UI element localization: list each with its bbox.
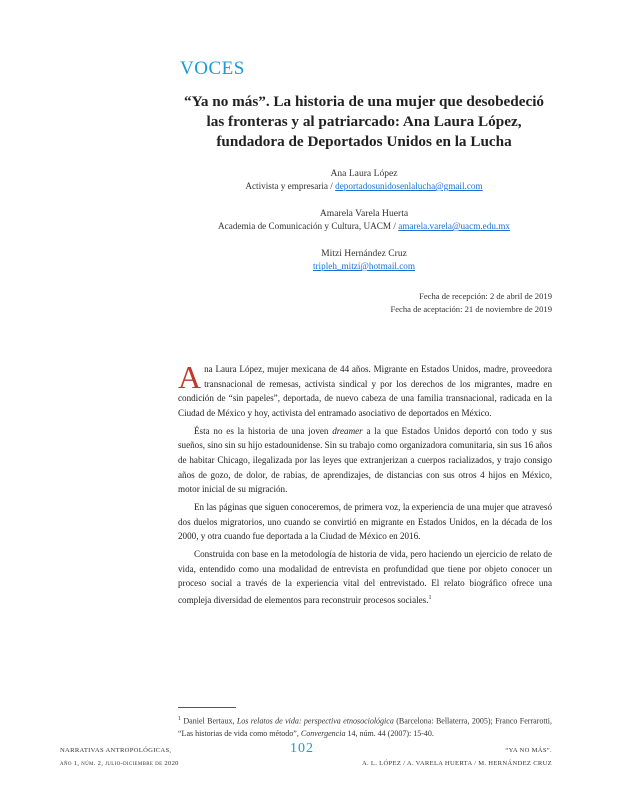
footnote-ref[interactable]: 1: [428, 595, 432, 602]
paragraph-text: Ésta no es la historia de una joven: [194, 425, 333, 436]
paragraph-2: [178, 424, 552, 497]
drop-cap: A: [178, 359, 202, 395]
footer-journal: [60, 744, 179, 770]
accepted-date: Fecha de aceptación: 21 de noviembre de 2019: [390, 304, 552, 314]
journal-issue: año 1, núm. 2, julio-diciembre de 2020: [60, 760, 179, 767]
paragraph-text: a la que Estados Unidos deportó con todo y sus sueños, sino sin su hijo estadounidense. Sin su trabajo como organizadora comunitaria, sin sus 16 años de habitar Chicago, ilegalizada por las leyes que extranjerizan a cuerpos racializados, y trajo consigo años de gozo, de dolor, de rabias, de aprendizajes, de distancias con sus otros 4 hijos en México, motor inicial de su migración.: [178, 425, 552, 495]
received-date: Fecha de recepción: 2 de abril de 2019: [419, 291, 552, 301]
author-email-link[interactable]: tripleh_mitzi@hotmail.com: [312, 261, 416, 271]
author-block-2: [178, 208, 550, 232]
author-email-link[interactable]: amarela.varela@uacm.edu.mx: [398, 221, 510, 231]
footnote-emphasis: Convergencia: [300, 729, 346, 739]
footnote-divider: [178, 707, 236, 708]
paragraph-3: [178, 500, 552, 544]
paragraph-4: [178, 547, 552, 607]
paragraph-text: En las páginas que siguen conoceremos, de primera voz, la experiencia de una mujer que atravesó dos duelos migratorios, uno cuando se convirtió en migrante en Estados Unidos, en la década de los 2000, y otra cuando fue deportada a la Ciudad de México en 2016.: [178, 502, 552, 542]
journal-name: NARRATIVAS ANTROPOLÓGICAS,: [60, 747, 172, 754]
footnote-emphasis: Los relatos de vida: perspectiva etnosociológica: [236, 716, 394, 726]
author-email-link[interactable]: deportadosunidosenlalucha@gmail.com: [335, 181, 483, 191]
emphasis: dreamer: [332, 425, 363, 436]
running-authors: A. L. LÓPEZ / A. VARELA HUERTA / M. HERNÁNDEZ CRUZ: [361, 760, 552, 767]
footnote-number: 1: [178, 716, 181, 722]
footer-running-head: [362, 744, 552, 770]
author-affiliation: Activista y empresaria /: [245, 181, 336, 191]
footnote-text: Daniel Bertaux,: [181, 716, 237, 726]
author-block-1: [178, 168, 550, 192]
author-block-3: [178, 248, 550, 272]
paragraph-1: [178, 359, 552, 420]
article-title: “Ya no más”. La historia de una mujer que desobedeció las fronteras y al patriarcado: Ana Laura López, fundadora de Deportados Unidos en la Lucha: [183, 93, 545, 150]
paragraph-text: Construida con base en la metodología de historia de vida, pero haciendo un ejercicio de relato de vida, entendido como una modalidad de entrevista en profundidad que tiene por objeto conocer un proceso social a través de la experiencia vital del entrevistado. El relato biográfico ofrece una compleja diversidad de elementos para reconstruir procesos sociales.: [178, 549, 552, 606]
footnote-text: (Barcelona: Bellaterra, 2005); Franco Ferrarotti, “Las historias de vida como método”,: [178, 716, 552, 739]
author-name: Amarela Varela Huerta: [319, 208, 409, 219]
dates-block: [300, 290, 552, 316]
author-affiliation: Academia de Comunicación y Cultura, UACM /: [218, 221, 399, 231]
paragraph-text: na Laura López, mujer mexicana de 44 años. Migrante en Estados Unidos, madre, proveedora transnacional de remesas, activista sindical y por los derechos de los migrantes, madre en condición de “sin papeles”, deportada, de nuevo cabeza de una familia transnacional, radicada en la Ciudad de México y hoy, activista del entramado asociativo de deportados en México.: [178, 364, 552, 418]
running-title: “YA NO MÁS”.: [505, 747, 552, 754]
author-name: Ana Laura López: [330, 168, 398, 179]
article-body: [178, 359, 552, 611]
section-label: VOCES: [180, 58, 245, 79]
page-number: 102: [290, 741, 314, 756]
footnote-text: 14, núm. 44 (2007): 15-40.: [345, 729, 434, 739]
footnote: [178, 713, 552, 740]
author-name: Mitzi Hernández Cruz: [321, 248, 407, 259]
